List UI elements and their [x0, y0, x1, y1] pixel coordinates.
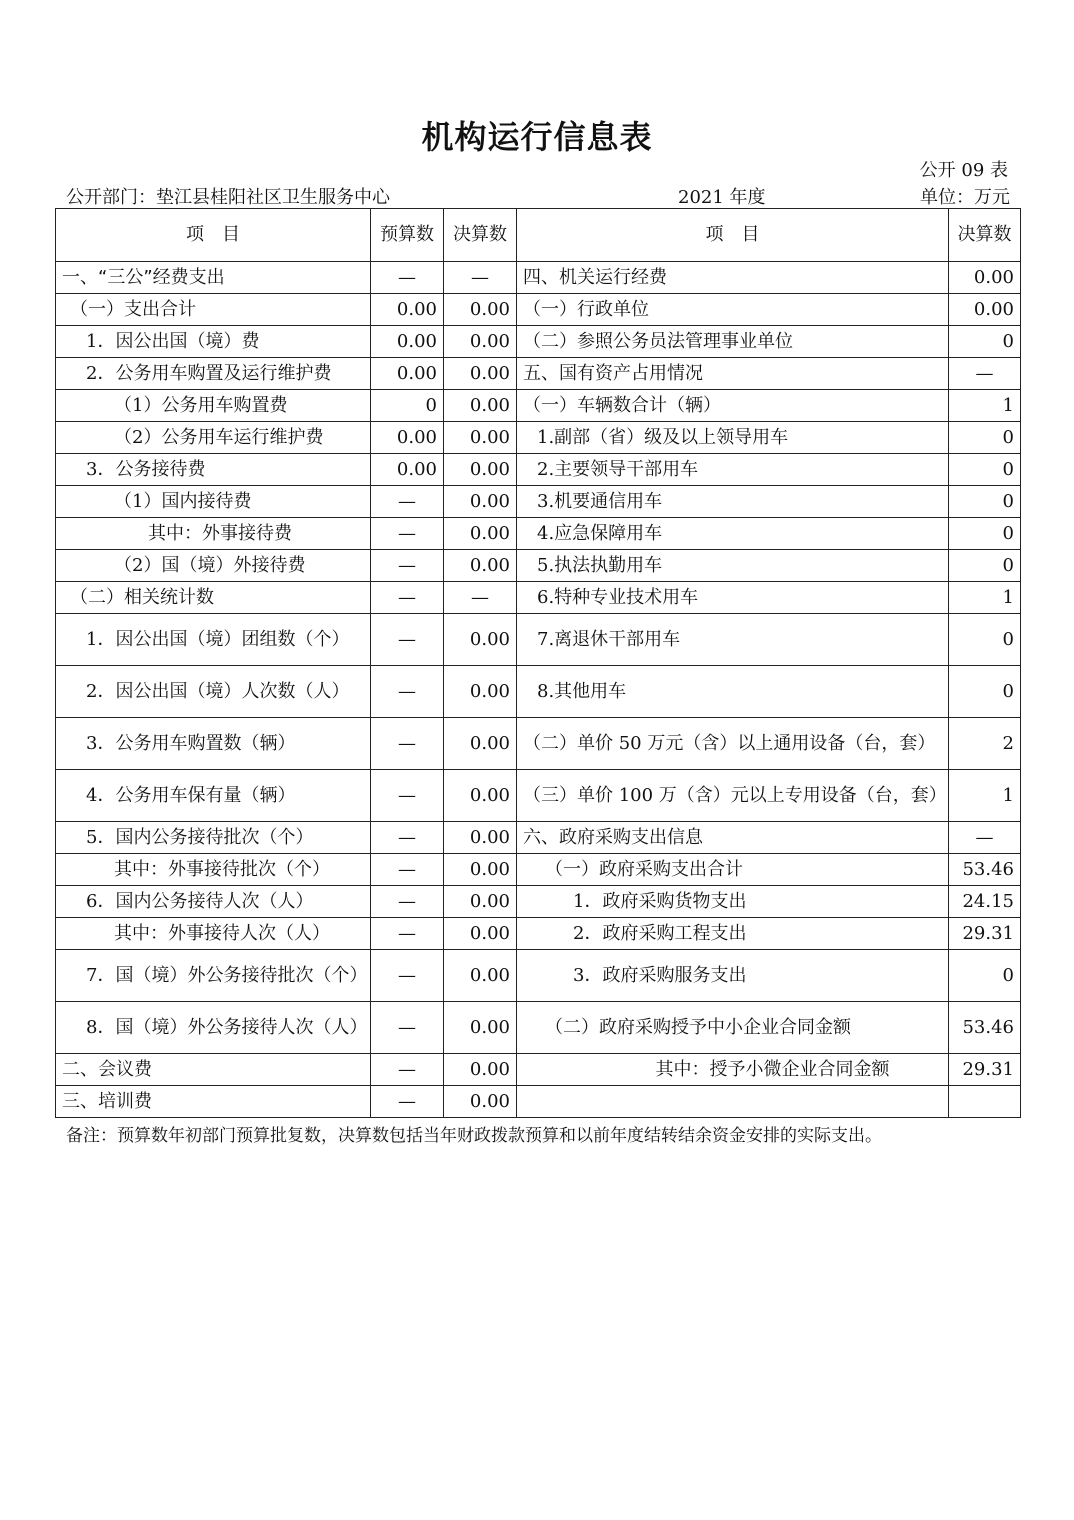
- final-right-cell: 1: [949, 390, 1021, 422]
- budget-cell: —: [371, 262, 444, 294]
- item-right-cell: 1.副部（省）级及以上领导用车: [517, 422, 949, 454]
- col-item-right: 项 目: [517, 209, 949, 262]
- item-left-cell: 3．公务用车购置数（辆）: [56, 718, 371, 770]
- table-row: [56, 550, 1021, 582]
- item-left-cell: 3．公务接待费: [56, 454, 371, 486]
- table-row: [56, 718, 1021, 770]
- final-right-cell: 0: [949, 454, 1021, 486]
- final-right-cell: 0: [949, 550, 1021, 582]
- item-right-cell: （二）单价 50 万元（含）以上通用设备（台，套）: [517, 718, 949, 770]
- table-row: [56, 770, 1021, 822]
- table-row: [56, 422, 1021, 454]
- item-left-cell: （一）支出合计: [56, 294, 371, 326]
- budget-cell: —: [371, 1086, 444, 1118]
- footnote: 备注：预算数年初部门预算批复数，决算数包括当年财政拨款预算和以前年度结转结余资金安排的实际支出。: [66, 1126, 882, 1146]
- budget-cell: —: [371, 486, 444, 518]
- item-left-cell: 5．国内公务接待批次（个）: [56, 822, 371, 854]
- col-item-left: 项 目: [56, 209, 371, 262]
- department-label: 公开部门：垫江县桂阳社区卫生服务中心: [66, 187, 390, 208]
- budget-cell: —: [371, 1054, 444, 1086]
- item-right-cell: （三）单价 100 万（含）元以上专用设备（台，套）: [517, 770, 949, 822]
- col-budget: 预算数: [371, 209, 444, 262]
- final-right-cell: 24.15: [949, 886, 1021, 918]
- final-left-cell: 0.00: [444, 518, 517, 550]
- item-right-cell: 7.离退休干部用车: [517, 614, 949, 666]
- table-row: [56, 886, 1021, 918]
- budget-cell: —: [371, 918, 444, 950]
- table-row: [56, 326, 1021, 358]
- final-right-cell: 2: [949, 718, 1021, 770]
- final-left-cell: 0.00: [444, 854, 517, 886]
- final-right-cell: —: [949, 358, 1021, 390]
- final-right-cell: 53.46: [949, 1002, 1021, 1054]
- final-right-cell: 0: [949, 422, 1021, 454]
- item-left-cell: 2．公务用车购置及运行维护费: [56, 358, 371, 390]
- final-left-cell: 0.00: [444, 886, 517, 918]
- col-final-left: 决算数: [444, 209, 517, 262]
- final-right-cell: 1: [949, 582, 1021, 614]
- final-left-cell: 0.00: [444, 718, 517, 770]
- table-row: [56, 918, 1021, 950]
- budget-cell: 0.00: [371, 358, 444, 390]
- item-left-cell: 二、会议费: [56, 1054, 371, 1086]
- budget-cell: —: [371, 854, 444, 886]
- item-right-cell: 2.主要领导干部用车: [517, 454, 949, 486]
- item-left-cell: 一、“三公”经费支出: [56, 262, 371, 294]
- table-row: [56, 486, 1021, 518]
- item-right-cell: （一）车辆数合计（辆）: [517, 390, 949, 422]
- item-right-cell: 1．政府采购货物支出: [517, 886, 949, 918]
- final-left-cell: 0.00: [444, 454, 517, 486]
- item-left-cell: 7．国（境）外公务接待批次（个）: [56, 950, 371, 1002]
- table-row: [56, 518, 1021, 550]
- budget-cell: 0.00: [371, 454, 444, 486]
- item-left-cell: 其中：外事接待费: [56, 518, 371, 550]
- final-right-cell: [949, 1086, 1021, 1118]
- item-left-cell: （1）公务用车购置费: [56, 390, 371, 422]
- budget-cell: —: [371, 1002, 444, 1054]
- item-left-cell: 4．公务用车保有量（辆）: [56, 770, 371, 822]
- final-left-cell: 0.00: [444, 666, 517, 718]
- budget-cell: 0: [371, 390, 444, 422]
- table-row: [56, 854, 1021, 886]
- col-final-right: 决算数: [949, 209, 1021, 262]
- item-right-cell: 2．政府采购工程支出: [517, 918, 949, 950]
- table-row: [56, 358, 1021, 390]
- final-right-cell: 1: [949, 770, 1021, 822]
- table-code: 公开 09 表: [919, 160, 1008, 181]
- final-left-cell: 0.00: [444, 422, 517, 454]
- item-left-cell: 1．因公出国（境）费: [56, 326, 371, 358]
- final-left-cell: 0.00: [444, 614, 517, 666]
- final-left-cell: 0.00: [444, 294, 517, 326]
- table-header-row: [56, 209, 1021, 262]
- item-right-cell: 3.机要通信用车: [517, 486, 949, 518]
- item-left-cell: 2．因公出国（境）人次数（人）: [56, 666, 371, 718]
- budget-cell: 0.00: [371, 422, 444, 454]
- final-left-cell: 0.00: [444, 390, 517, 422]
- final-left-cell: 0.00: [444, 550, 517, 582]
- item-right-cell: 8.其他用车: [517, 666, 949, 718]
- item-right-cell: （二）参照公务员法管理事业单位: [517, 326, 949, 358]
- item-left-cell: （2）公务用车运行维护费: [56, 422, 371, 454]
- item-right-cell: 6.特种专业技术用车: [517, 582, 949, 614]
- item-left-cell: 1．因公出国（境）团组数（个）: [56, 614, 371, 666]
- table-row: [56, 294, 1021, 326]
- table-row: [56, 1086, 1021, 1118]
- final-left-cell: 0.00: [444, 822, 517, 854]
- final-right-cell: 29.31: [949, 918, 1021, 950]
- item-left-cell: （二）相关统计数: [56, 582, 371, 614]
- meta-line: [66, 183, 1010, 207]
- final-left-cell: —: [444, 262, 517, 294]
- final-left-cell: —: [444, 582, 517, 614]
- unit-label: 单位：万元: [920, 187, 1010, 208]
- final-right-cell: 29.31: [949, 1054, 1021, 1086]
- final-right-cell: 53.46: [949, 854, 1021, 886]
- item-right-cell: 六、政府采购支出信息: [517, 822, 949, 854]
- item-left-cell: （2）国（境）外接待费: [56, 550, 371, 582]
- budget-cell: 0.00: [371, 326, 444, 358]
- final-left-cell: 0.00: [444, 1002, 517, 1054]
- final-right-cell: 0: [949, 666, 1021, 718]
- budget-cell: —: [371, 582, 444, 614]
- item-left-cell: 三、培训费: [56, 1086, 371, 1118]
- budget-cell: 0.00: [371, 294, 444, 326]
- final-right-cell: 0: [949, 950, 1021, 1002]
- final-left-cell: 0.00: [444, 358, 517, 390]
- table-row: [56, 582, 1021, 614]
- item-right-cell: 五、国有资产占用情况: [517, 358, 949, 390]
- item-left-cell: （1）国内接待费: [56, 486, 371, 518]
- final-left-cell: 0.00: [444, 918, 517, 950]
- budget-cell: —: [371, 822, 444, 854]
- page-title: 机构运行信息表: [421, 118, 653, 156]
- item-right-cell: 5.执法执勤用车: [517, 550, 949, 582]
- budget-cell: —: [371, 950, 444, 1002]
- budget-cell: —: [371, 518, 444, 550]
- table-row: [56, 454, 1021, 486]
- item-right-cell: （二）政府采购授予中小企业合同金额: [517, 1002, 949, 1054]
- table-row: [56, 614, 1021, 666]
- final-right-cell: 0: [949, 614, 1021, 666]
- final-left-cell: 0.00: [444, 1086, 517, 1118]
- item-left-cell: 其中：外事接待批次（个）: [56, 854, 371, 886]
- table-row: [56, 1002, 1021, 1054]
- final-right-cell: 0: [949, 486, 1021, 518]
- final-left-cell: 0.00: [444, 1054, 517, 1086]
- item-left-cell: 6．国内公务接待人次（人）: [56, 886, 371, 918]
- table-row: [56, 1054, 1021, 1086]
- final-left-cell: 0.00: [444, 950, 517, 1002]
- table-row: [56, 666, 1021, 718]
- item-right-cell: （一）行政单位: [517, 294, 949, 326]
- budget-cell: —: [371, 550, 444, 582]
- table-row: [56, 822, 1021, 854]
- final-right-cell: 0: [949, 326, 1021, 358]
- item-right-cell: 4.应急保障用车: [517, 518, 949, 550]
- table-row: [56, 390, 1021, 422]
- budget-cell: —: [371, 770, 444, 822]
- item-left-cell: 其中：外事接待人次（人）: [56, 918, 371, 950]
- budget-cell: —: [371, 666, 444, 718]
- budget-cell: —: [371, 718, 444, 770]
- final-left-cell: 0.00: [444, 770, 517, 822]
- final-left-cell: 0.00: [444, 326, 517, 358]
- final-right-cell: —: [949, 822, 1021, 854]
- final-right-cell: 0.00: [949, 294, 1021, 326]
- table-row: [56, 262, 1021, 294]
- item-right-cell: 3．政府采购服务支出: [517, 950, 949, 1002]
- final-right-cell: 0: [949, 518, 1021, 550]
- final-right-cell: 0.00: [949, 262, 1021, 294]
- year-label: 2021 年度: [678, 187, 766, 208]
- item-right-cell: 其中：授予小微企业合同金额: [517, 1054, 949, 1086]
- final-left-cell: 0.00: [444, 486, 517, 518]
- budget-cell: —: [371, 614, 444, 666]
- info-table: [55, 208, 1021, 1118]
- item-right-cell: （一）政府采购支出合计: [517, 854, 949, 886]
- item-left-cell: 8．国（境）外公务接待人次（人）: [56, 1002, 371, 1054]
- budget-cell: —: [371, 886, 444, 918]
- table-row: [56, 950, 1021, 1002]
- item-right-cell: [517, 1086, 949, 1118]
- item-right-cell: 四、机关运行经费: [517, 262, 949, 294]
